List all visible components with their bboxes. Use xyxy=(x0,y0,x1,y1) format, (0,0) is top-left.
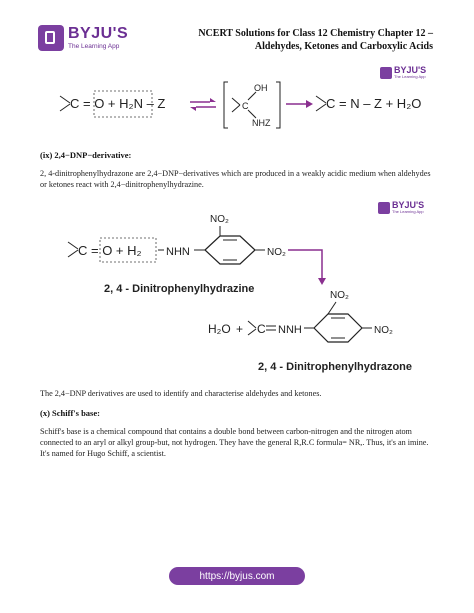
reaction2-no2-right: NO₂ xyxy=(267,247,286,258)
benzene-ring-1 xyxy=(205,236,255,264)
benzene-ring-2 xyxy=(314,314,362,342)
reaction2-no2-top: NO₂ xyxy=(210,214,229,225)
section-x-line1: Schiff's base is a chemical compound that contains a double bond between carbon-nitrogen and the nitrogen atom xyxy=(40,427,412,436)
byjus-logo-icon xyxy=(38,25,64,51)
reaction-2-diagram xyxy=(60,200,420,380)
footer-url-text: https://byjus.com xyxy=(199,570,275,582)
product-name: 2, 4 - Dinitrophenylhydrazone xyxy=(258,361,413,373)
watermark-brand-tagline: The Learning App xyxy=(394,74,426,79)
section-ix-title: (ix) 2,4−DNP−derivative: xyxy=(40,150,132,160)
watermark2-brand-name: BYJU'S xyxy=(392,200,425,210)
intermediate-nhz: NHZ xyxy=(252,118,271,128)
brand-name: BYJU'S xyxy=(68,24,129,42)
section-x-paragraph xyxy=(40,426,450,459)
product-no2-top: NO₂ xyxy=(330,290,349,301)
equilibrium-arrow-icon xyxy=(190,98,216,111)
reaction1-reactants: C = O + H₂N – Z xyxy=(70,96,166,111)
section-x-line3: It's named for Hugo Schiff, a scientist. xyxy=(40,449,166,458)
section-ix-paragraph xyxy=(40,168,440,190)
down-arrow-icon xyxy=(288,250,326,285)
product-link: NNH xyxy=(278,324,302,336)
byjus-watermark-icon xyxy=(380,67,392,79)
brand-tagline: The Learning App xyxy=(68,42,120,50)
product-h2o: H₂O xyxy=(208,322,231,336)
intermediate-oh: OH xyxy=(254,83,268,93)
footer-url-button[interactable] xyxy=(169,567,305,585)
product-plus: + xyxy=(236,322,244,336)
forward-arrow-icon xyxy=(286,100,313,108)
reagent-name: 2, 4 - Dinitrophenylhydrazine xyxy=(104,283,255,295)
section-x-title: (x) Schiff's base: xyxy=(40,408,100,418)
section-ix-line1: 2, 4-dinitrophenylhydrazone are 2,4−DNP−derivatives which are produced in a weakly acidic medium when aldehydes xyxy=(40,169,431,178)
header-title-line1: NCERT Solutions for Class 12 Chemistry Chapter 12 – xyxy=(198,28,433,39)
dnp-use-paragraph: The 2,4−DNP derivatives are used to identify and characterise aldehydes and ketones. xyxy=(40,389,322,398)
watermark2-brand-tagline: The Learning App xyxy=(392,209,424,214)
watermark-brand-name: BYJU'S xyxy=(394,65,427,75)
reaction2-reactant-left: C = O + H₂ xyxy=(78,243,142,258)
section-x-line2: connected to an aryl or alkyl group-but, not hydrogen. They have the general R,R.C formula= NR,. Thus, it's an imine. xyxy=(40,438,429,447)
product-no2-right: NO₂ xyxy=(374,325,393,336)
product-carbon: C xyxy=(257,322,266,336)
page-header-title xyxy=(183,27,433,53)
intermediate-carbon: C xyxy=(242,101,249,111)
reaction1-product: C = N – Z + H₂O xyxy=(326,96,422,111)
byjus-logo xyxy=(38,22,136,54)
header-title-line2: Aldehydes, Ketones and Carboxylic Acids xyxy=(254,41,433,52)
reaction-1-diagram xyxy=(50,78,430,132)
section-ix-line2: or ketones react with 2,4−dinitrophenylhydrazine. xyxy=(40,180,204,189)
reaction2-nhnh: NHN xyxy=(166,246,190,258)
